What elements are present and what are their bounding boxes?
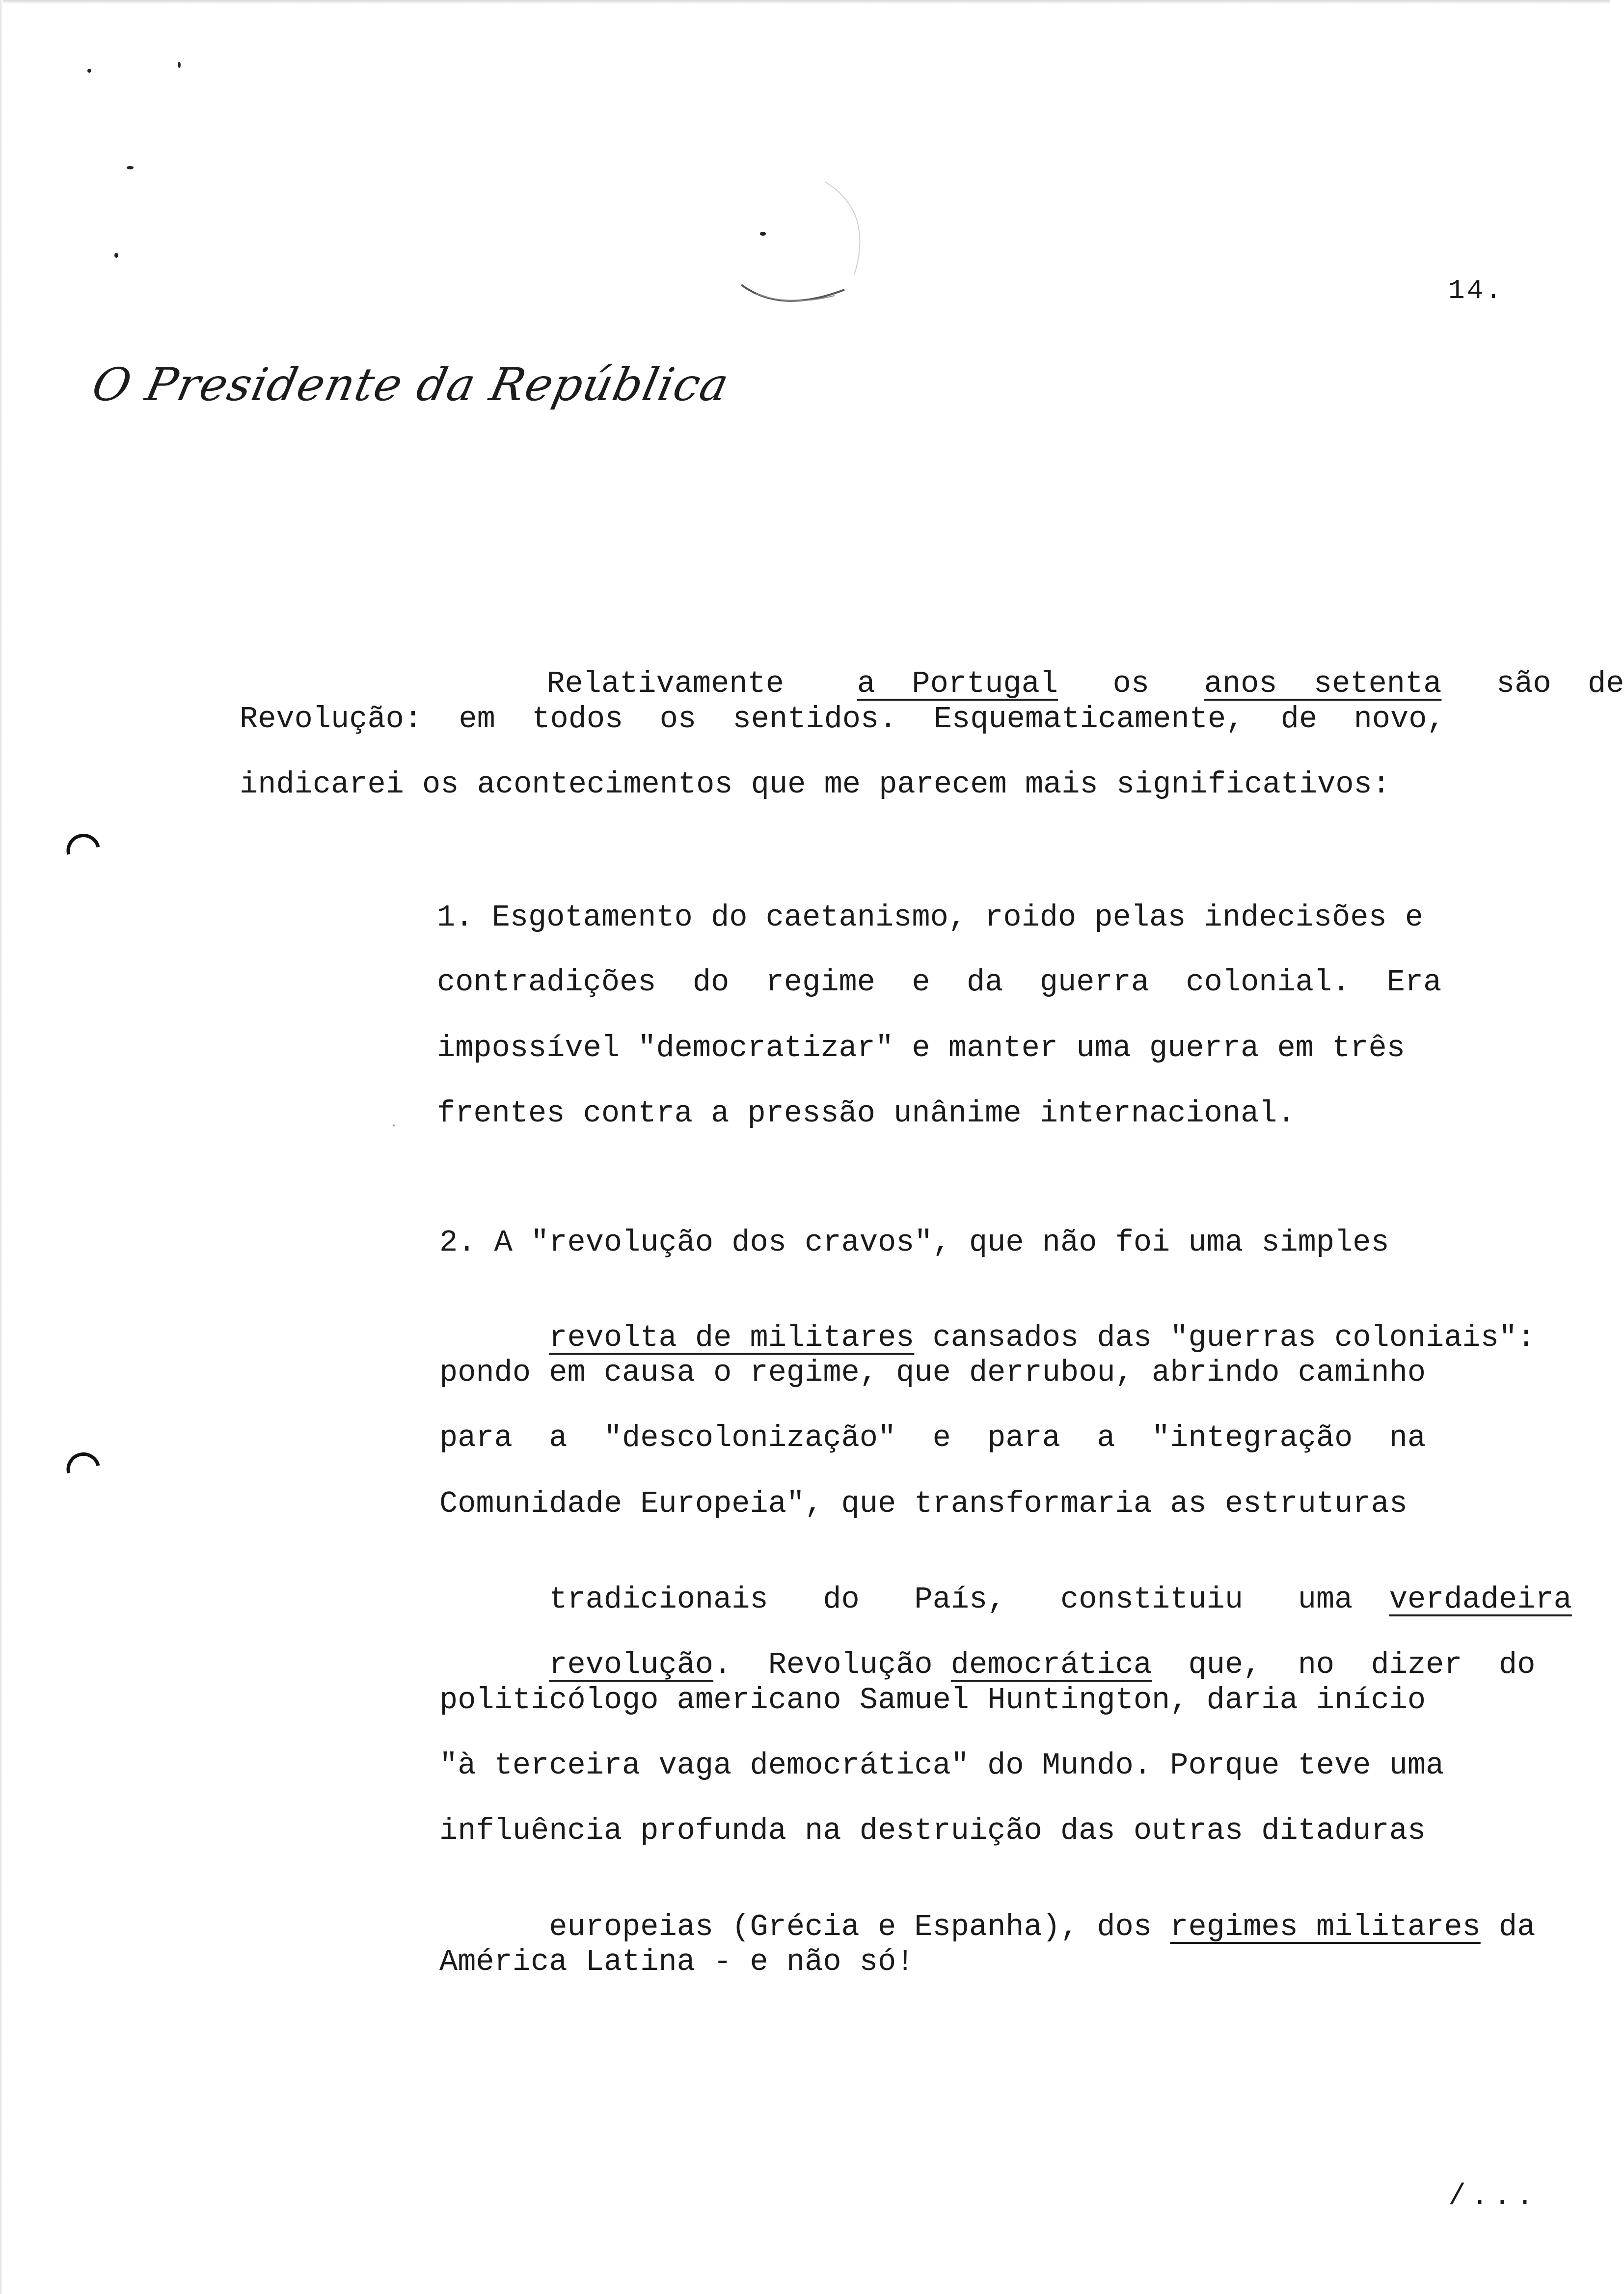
underlined-portugal: a Portugal: [857, 666, 1058, 701]
letterhead-title: O Presidente da República: [87, 358, 734, 411]
item-2-line: Comunidade Europeia", que transformaria as estruturas: [439, 1486, 1407, 1521]
underlined-anos-setenta: anos setenta: [1204, 666, 1442, 701]
scan-speck: [87, 69, 91, 73]
item-2-text: tradicionais do País, constituiu uma: [549, 1582, 1353, 1617]
scan-top-edge: [0, 0, 1610, 4]
item-2-line: "à terceira vaga democrática" do Mundo. Porque teve uma: [439, 1748, 1444, 1783]
item-2-line: para a "descolonização" e para a "integração na: [439, 1420, 1426, 1455]
intro-line: indicarei os acontecimentos que me parecem mais significativos:: [240, 767, 1390, 802]
item-2-text: cansados das "guerras coloniais":: [914, 1320, 1536, 1355]
scan-speck: [178, 62, 181, 68]
item-2-line: 2. A "revolução dos cravos", que não foi uma simples: [439, 1225, 1389, 1260]
scan-left-edge: [0, 0, 3, 2294]
item-1-line: frentes contra a pressão unânime internacional.: [437, 1096, 1296, 1131]
punch-hole-top: [66, 825, 101, 859]
item-2-text: que, no dizer do: [1152, 1647, 1536, 1682]
scan-speck: [393, 1124, 395, 1126]
item-2-line: pondo em causa o regime, que derrubou, abrindo caminho: [439, 1355, 1426, 1390]
faint-stamp-mark: [736, 167, 893, 324]
page-number: 14.: [1448, 275, 1504, 306]
scan-speck: [127, 166, 134, 169]
scan-speck: [114, 253, 118, 258]
punch-hole-bottom: [66, 1444, 101, 1478]
underlined-verdadeira: verdadeira: [1389, 1582, 1572, 1617]
item-2-text: europeias (Grécia e Espanha), dos: [549, 1910, 1170, 1944]
continuation-mark: /...: [1448, 2180, 1539, 2213]
item-1-line: contradições do regime e da guerra colonial. Era: [437, 965, 1442, 1000]
item-2-line: influência profunda na destruição das outras ditaduras: [439, 1813, 1426, 1848]
intro-line: Revolução: em todos os sentidos. Esquematicamente, de novo,: [240, 702, 1445, 737]
item-2-text: da: [1480, 1910, 1536, 1944]
item-2-text: . Revolução: [713, 1647, 951, 1682]
intro-text: Relativamente: [546, 666, 784, 701]
underlined-revolucao: revolução: [549, 1647, 714, 1682]
item-1-line: impossível "democratizar" e manter uma guerra em três: [437, 1031, 1405, 1065]
item-2-line: politicólogo americano Samuel Huntington, daria início: [439, 1683, 1426, 1718]
underlined-revolta-de-militares: revolta de militares: [549, 1320, 915, 1355]
intro-text: os: [1112, 666, 1150, 701]
underlined-democratica: democrática: [950, 1647, 1152, 1682]
underlined-regimes-militares: regimes militares: [1170, 1910, 1481, 1944]
intro-text: são de: [1496, 666, 1624, 701]
item-1-line: 1. Esgotamento do caetanismo, roido pelas indecisões e: [437, 900, 1424, 935]
item-2-line: América Latina - e não só!: [439, 1944, 915, 1979]
